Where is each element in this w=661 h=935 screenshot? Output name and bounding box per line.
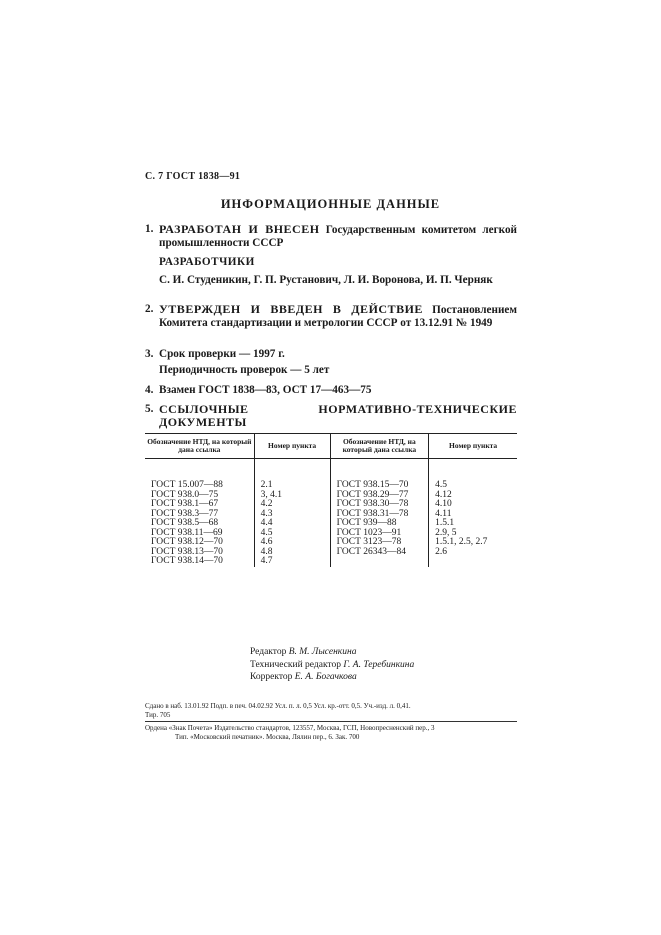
cell-ntd: ГОСТ 3123—78 [330,538,429,548]
cell-clause: 3, 4.1 [254,491,330,501]
cell-ntd: ГОСТ 938.31—78 [330,510,429,520]
header-ntd-2: Обозначение НТД, на который дана ссылка [330,434,429,459]
credits-block [250,646,414,684]
section-1-number: 1. [145,223,154,235]
cell-clause: 4.5 [254,529,330,539]
tech-editor-line [250,659,414,672]
page-header: С. 7 ГОСТ 1838—91 [145,171,241,182]
section-5-text: ССЫЛОЧНЫЕ НОРМАТИВНО-ТЕХНИЧЕСКИЕ ДОКУМЕНТЫ [159,402,517,429]
cell-clause: 1.5.1, 2.5, 2.7 [429,538,517,548]
header-clause-2: Номер пункта [429,434,517,459]
imprint-publisher [145,724,517,741]
reference-table [145,433,517,567]
table-header-row [145,434,517,459]
editor-line [250,646,414,659]
cell-ntd: ГОСТ 938.30—78 [330,500,429,510]
section-3 [145,348,517,361]
section-2-number: 2. [145,303,154,315]
section-1-lead: РАЗРАБОТАН И ВНЕСЕН [159,222,320,236]
section-4 [145,384,517,397]
cell-clause: 4.11 [429,510,517,520]
cell-clause: 4.8 [254,548,330,558]
cell-clause: 4.2 [254,500,330,510]
cell-clause: 1.5.1 [429,519,517,529]
cell-ntd: ГОСТ 938.5—68 [151,518,219,528]
imprint-line-4: Тип. «Московский печатник». Москва, Лялин пер., 6. Зак. 700 [175,732,360,741]
header-ntd-1: Обозначение НТД, на который дана ссылка [145,434,254,459]
cell-clause: 2.9, 5 [429,529,517,539]
cell-ntd: ГОСТ 26343—84 [330,548,429,558]
cell-clause: 4.12 [429,491,517,501]
cell-ntd: ГОСТ 938.11—69 [151,527,223,538]
section-2 [145,303,517,330]
imprint-divider [145,721,517,722]
editor-role: Редактор [250,647,289,657]
cell-ntd: ГОСТ 938.12—70 [151,537,223,547]
section-2-lead: УТВЕРЖДЕН И ВВЕДЕН В ДЕЙСТВИЕ [159,302,423,316]
cell-clause: 4.5 [429,459,517,491]
cell-clause: 4.10 [429,500,517,510]
cell-ntd: ГОСТ 938.0—75 [151,489,219,500]
section-4-text: Взамен ГОСТ 1838—83, ОСТ 17—463—75 [159,384,372,396]
editor-name: В. М. Лысенкина [288,647,357,657]
cell-ntd: ГОСТ 938.1—67 [151,499,219,509]
cell-clause [429,557,517,567]
page-title: ИНФОРМАЦИОННЫЕ ДАННЫЕ [220,197,441,211]
cell-ntd: ГОСТ 938.15—70 [330,459,429,491]
section-3-number: 3. [145,348,154,360]
cell-ntd: ГОСТ 938.3—77 [151,508,219,519]
cell-ntd: ГОСТ 938.29—77 [330,491,429,501]
imprint-print-data [145,702,517,719]
cell-ntd: ГОСТ 15.007—88 [151,480,223,490]
header-clause-1: Номер пункта [254,434,330,459]
cell-ntd: ГОСТ 939—88 [330,519,429,529]
table-row [145,557,517,567]
corrector-role: Корректор [250,672,295,682]
cell-ntd: ГОСТ 1023—91 [330,529,429,539]
cell-clause: 4.6 [254,538,330,548]
cell-clause: 4.7 [254,557,330,567]
section-3-text: Срок проверки — 1997 г. [159,348,285,360]
developers-list: С. И. Студеникин, Г. П. Рустанович, Л. И. Воронова, И. П. Черняк [159,274,493,286]
table-row [145,459,517,491]
corrector-line [250,671,414,684]
section-5 [145,403,517,429]
section-4-number: 4. [145,384,154,396]
section-5-number: 5. [145,403,154,415]
cell-clause: 2.6 [429,548,517,558]
cell-clause: 4.4 [254,519,330,529]
tech-editor-name: Г. А. Теребинкина [343,659,415,670]
section-2-text: Постановлением Комитета стандартизации и метрологии СССР от 13.12.91 № 1949 [159,304,517,329]
section-1 [145,223,517,250]
section-1-text: Государственным комитетом легкой промышленности СССР [159,224,517,249]
cell-clause: 4.3 [254,510,330,520]
cell-ntd [330,557,429,567]
cell-ntd: ГОСТ 938.14—70 [151,556,223,566]
imprint-line-1: Сдано в наб. 13.01.92 Подп. в печ. 04.02.92 Усл. п. л. 0,5 Усл. кр.-отт. 0,5. Уч.-изд. л. 0,41. [145,702,411,710]
developers-title: РАЗРАБОТЧИКИ [159,256,255,268]
cell-ntd: ГОСТ 938.13—70 [151,546,223,557]
review-periodicity: Периодичность проверок — 5 лет [159,364,330,376]
corrector-name: Е. А. Богачкова [294,672,357,682]
tech-editor-role: Технический редактор [250,659,344,670]
imprint-line-3: Ордена «Знак Почета» Издательство стандартов, 123557, Москва, ГСП, Новопресненский пер., 3 [145,724,435,732]
imprint-line-2: Тир. 705 [145,710,171,719]
cell-clause: 2.1 [254,459,330,491]
